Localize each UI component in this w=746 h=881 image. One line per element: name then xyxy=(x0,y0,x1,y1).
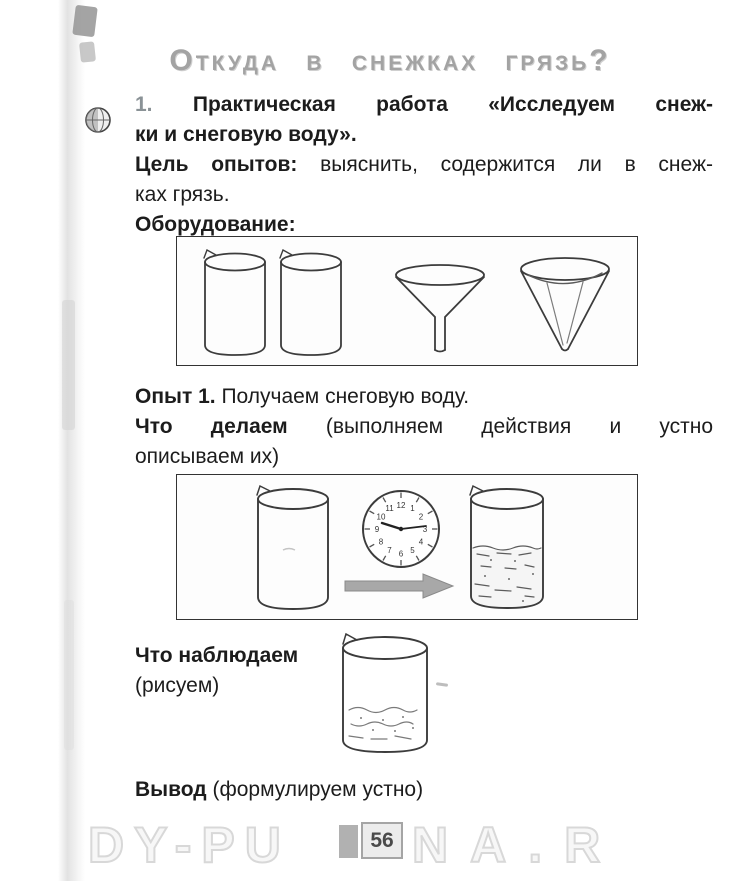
text-line xyxy=(135,412,713,442)
clock-number: 8 xyxy=(378,537,384,547)
clock-number: 2 xyxy=(418,512,424,522)
goal-paragraph xyxy=(135,150,713,210)
page-title: Откуда в снежках грязь? xyxy=(169,44,611,77)
scan-artifact xyxy=(64,600,74,750)
clock-icon xyxy=(359,487,443,571)
goal-line1: выяснить, содержится ли в снеж- xyxy=(320,153,713,176)
what-we-do-label: Что делаем xyxy=(135,415,288,438)
experiment-title xyxy=(135,382,713,412)
clock-number: 11 xyxy=(385,504,394,513)
equipment-label: Оборудование: xyxy=(135,213,296,236)
goal-label: Цель опытов: xyxy=(135,153,298,176)
what-we-do-line1: (выполняем действия и устно xyxy=(325,415,713,438)
text-line xyxy=(135,442,713,472)
clock-number: 4 xyxy=(418,537,424,547)
observe-label: Что наблюдаем xyxy=(135,644,299,667)
watermark-fragment xyxy=(339,825,358,858)
clock-number: 9 xyxy=(374,525,380,534)
clock-number: 5 xyxy=(410,546,415,555)
text-line xyxy=(135,180,713,210)
text-line xyxy=(135,120,713,150)
scan-artifact xyxy=(62,300,75,430)
filter-cone-icon xyxy=(517,255,613,359)
clock-number: 6 xyxy=(398,549,404,559)
beaker-meltwater-icon xyxy=(465,484,549,614)
funnel-icon xyxy=(392,263,488,357)
arrow-right-icon xyxy=(343,571,455,601)
experiment-title-text: Получаем снеговую воду. xyxy=(221,385,470,408)
task-heading-line2: ки и снеговую воду». xyxy=(135,123,357,146)
beaker-snow-icon xyxy=(253,484,333,614)
what-we-do-line2: описываем их) xyxy=(135,445,280,468)
clock-number: 12 xyxy=(396,501,406,510)
watermark-text: NA.R xyxy=(412,817,623,873)
task-number: 1. xyxy=(135,93,153,116)
conclusion-label: Вывод xyxy=(135,778,207,801)
goal-line2: ках грязь. xyxy=(135,183,230,206)
task-heading-line1: Практическая работа «Исследуем снеж- xyxy=(192,93,714,116)
clock-number: 10 xyxy=(376,512,386,522)
text-line xyxy=(135,150,713,180)
beaker-sediment-icon xyxy=(337,632,433,758)
clock-number: 7 xyxy=(387,546,392,555)
observe-note: (рисуем) xyxy=(135,674,220,697)
beaker-icon xyxy=(201,249,269,359)
procedure-figure xyxy=(176,474,638,620)
conclusion-note: (формулируем устно) xyxy=(212,778,424,801)
globe-icon xyxy=(84,106,112,134)
experiment-label: Опыт 1. xyxy=(135,385,216,408)
beaker-icon xyxy=(277,249,345,359)
task-heading xyxy=(135,90,713,150)
page-number: 56 xyxy=(361,822,403,859)
text-line xyxy=(135,90,713,120)
what-we-do-paragraph xyxy=(135,412,713,472)
clock-number: 1 xyxy=(410,504,415,513)
scan-artifact xyxy=(72,5,97,37)
conclusion-paragraph xyxy=(135,775,713,805)
watermark-text: DY-PU xyxy=(88,817,291,873)
equipment-figure xyxy=(176,236,638,366)
clock-number: 3 xyxy=(422,525,428,534)
